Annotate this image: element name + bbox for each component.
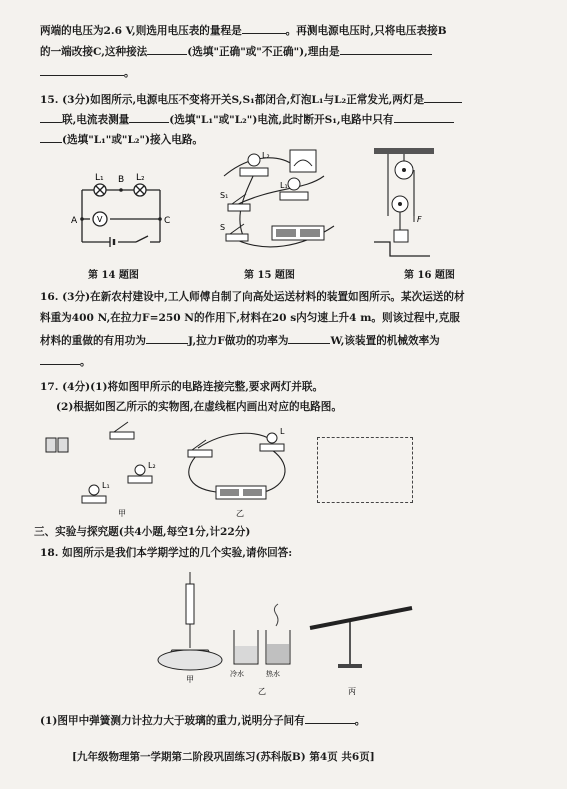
- q15-line-3: [40, 131, 203, 147]
- fig17-yi-circuit: [176, 420, 300, 520]
- label-S: S: [220, 223, 226, 232]
- answer-blank[interactable]: [147, 43, 187, 55]
- fig18-experiments: [150, 568, 420, 698]
- q15-text-d: (选填"L₁"或"L₂")接入电路。: [62, 134, 204, 146]
- q17-text-1: 17. (4分)(1)将如图甲所示的电路连接完整,要求两灯并联。: [40, 381, 324, 393]
- fig17-jia-components: [40, 418, 170, 518]
- q18-1-text: (1)图甲中弹簧测力计拉力大于玻璃的重力,说明分子间有: [40, 715, 305, 727]
- q17-line-2: [56, 400, 342, 414]
- q16-line-2: [40, 311, 460, 325]
- q15-line-1: [40, 91, 462, 107]
- label-jia: 甲: [118, 509, 126, 518]
- section-3-text: 三、实验与探究题(共4小题,每空1分,计22分): [34, 526, 251, 538]
- q17-text-2: (2)根据如图乙所示的实物图,在虚线框内画出对应的电路图。: [56, 401, 342, 413]
- q15-text: 15. (3分)如图所示,电源电压不变将开关S,S₁都闭合,灯泡L₁与L₂正常发光,两灯是: [40, 94, 425, 106]
- text-line-2: [40, 43, 432, 59]
- section-3-heading: [34, 525, 250, 539]
- label-cold: 冷水: [230, 670, 244, 678]
- answer-blank[interactable]: [40, 111, 62, 123]
- label-yi: 乙: [258, 687, 266, 696]
- q16-text-3c: W,该装置的机械效率为: [330, 335, 440, 347]
- answer-blank[interactable]: [146, 332, 188, 344]
- q15-line-2: [40, 111, 454, 127]
- q15-text-b: 联,电流表测量: [62, 114, 130, 126]
- q14-text-c: 的一端改接C,这种接法: [40, 46, 148, 58]
- answer-blank[interactable]: [242, 22, 286, 34]
- q16-text-2: 料重为400 N,在拉力F=250 N的作用下,材料在20 s内匀速上升4 m。则该过程中,克服: [40, 312, 460, 324]
- q14-end: 。: [124, 67, 135, 79]
- label-F: F: [417, 215, 422, 224]
- label-S1: S₁: [220, 191, 229, 200]
- q16-text-3b: J,拉力F做功的功率为: [187, 335, 289, 347]
- label-yi: 乙: [236, 509, 244, 518]
- fig14-circuit-diagram: [52, 162, 182, 262]
- label-V: V: [97, 215, 103, 224]
- answer-dashed-box[interactable]: [317, 437, 413, 503]
- label-B: B: [118, 175, 125, 185]
- q14-text-a: 两端的电压为2.6 V,则选用电压表的量程是: [40, 25, 242, 37]
- q16-text-3a: 材料的重做的有用功为: [40, 335, 146, 347]
- label-bing: 丙: [348, 687, 356, 696]
- fig15-caption: 第 15 题图: [244, 270, 295, 281]
- answer-blank[interactable]: [129, 111, 169, 123]
- fig14-caption: 第 14 题图: [88, 270, 139, 281]
- label-L1: L₁: [280, 181, 288, 190]
- fig15-physical-circuit: [214, 146, 344, 264]
- q16-line-4: [40, 353, 91, 369]
- q14-text-d: (选填"正确"或"不正确"),理由是: [187, 46, 340, 58]
- label-L2: L₂: [262, 151, 270, 160]
- q18-1-line: [40, 712, 365, 728]
- label-L2: L₂: [148, 461, 156, 470]
- q18-text: 18. 如图所示是我们本学期学过的几个实验,请你回答:: [40, 547, 293, 559]
- q17-line-1: [40, 380, 323, 394]
- text-line-1: [40, 22, 447, 38]
- label-A: A: [71, 216, 78, 226]
- answer-blank[interactable]: [424, 91, 462, 103]
- label-L2: L₂: [136, 173, 145, 183]
- label-jia: 甲: [186, 675, 194, 684]
- label-L1: L₁: [102, 481, 110, 490]
- answer-blank[interactable]: [40, 131, 62, 143]
- answer-blank[interactable]: [305, 712, 355, 724]
- page-footer: [九年级物理第一学期第二阶段巩固练习(苏科版B) 第4页 共6页]: [72, 751, 375, 763]
- answer-blank[interactable]: [394, 111, 454, 123]
- q18-line: [40, 546, 292, 560]
- q16-line-1: [40, 290, 465, 304]
- answer-blank[interactable]: [340, 43, 432, 55]
- q15-text-c: (选填"L₁"或"L₂")电流,此时断开S₁,电路中只有: [169, 114, 394, 126]
- label-L: L: [280, 427, 285, 436]
- label-C: C: [164, 216, 171, 226]
- answer-blank[interactable]: [288, 332, 330, 344]
- label-L1: L₁: [95, 173, 104, 183]
- q14-text-b: 。再测电源电压时,只将电压表接B: [285, 25, 447, 37]
- fig16-caption: 第 16 题图: [404, 270, 455, 281]
- answer-blank[interactable]: [40, 353, 80, 365]
- label-hot: 热水: [266, 670, 280, 678]
- q18-1-end: 。: [354, 715, 366, 727]
- q16-end: 。: [80, 356, 91, 368]
- q16-line-3: [40, 332, 440, 348]
- fig16-pulley: [370, 146, 450, 264]
- answer-blank[interactable]: [40, 64, 124, 76]
- q16-text-1: 16. (3分)在新农村建设中,工人师傅自制了向高处运送材料的装置如图所示。某次运送的材: [40, 291, 465, 303]
- text-line-3: [40, 64, 135, 80]
